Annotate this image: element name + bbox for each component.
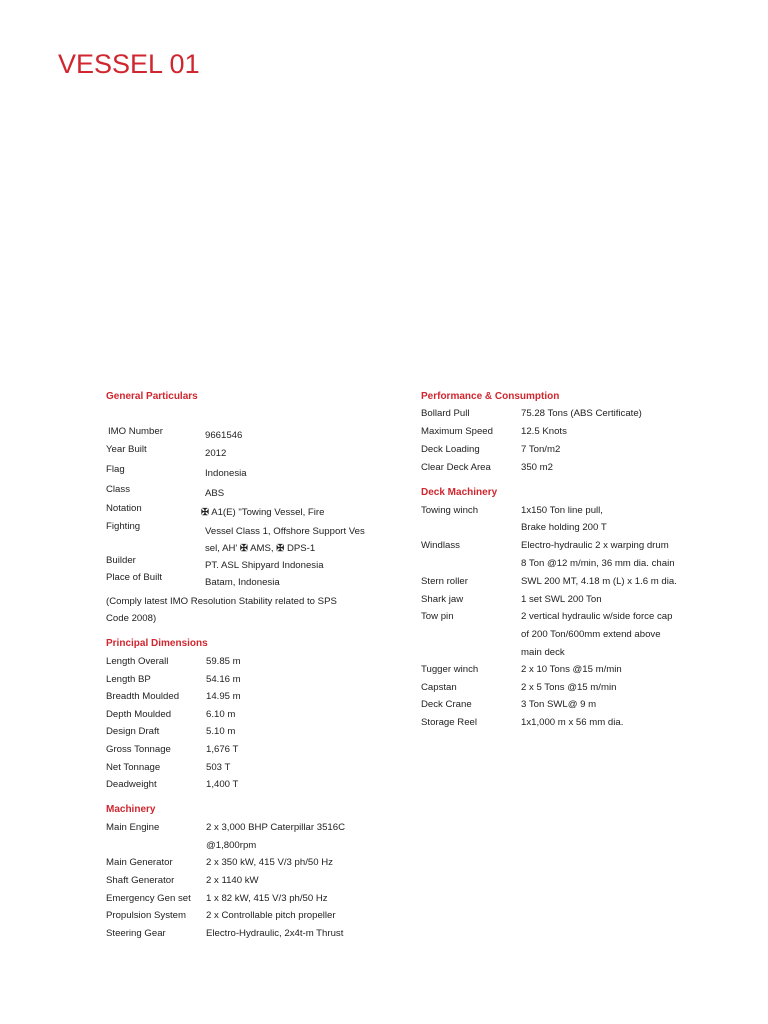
deck-crane-label: Deck Crane (421, 699, 472, 710)
imo-value: 9661546 (205, 430, 243, 441)
capstan-value: 2 x 5 Tons @15 m/min (521, 682, 617, 693)
propulsion-system-label: Propulsion System (106, 910, 186, 921)
comply-note-line1: (Comply latest IMO Resolution Stability related to SPS (106, 596, 337, 607)
notation-text: A1(E) "Towing Vessel, Fire (211, 507, 325, 518)
place-of-built-label: Place of Built (106, 572, 162, 583)
class-label: Class (106, 484, 130, 495)
machinery-heading: Machinery (106, 804, 156, 815)
maximum-speed-label: Maximum Speed (421, 426, 493, 437)
main-engine-value-continued: @1,800rpm (206, 840, 257, 851)
stern-roller-label: Stern roller (421, 576, 468, 587)
builder-value: PT. ASL Shipyard Indonesia (205, 560, 324, 571)
main-generator-label: Main Generator (106, 857, 173, 868)
class-value: ABS (205, 488, 225, 499)
principal-dimensions-heading: Principal Dimensions (106, 638, 208, 649)
tugger-winch-label: Tugger winch (421, 664, 479, 675)
cross-icon: ✠ (276, 543, 285, 554)
tow-pin-value-continued: of 200 Ton/600mm extend above (521, 629, 661, 640)
stern-roller-value: SWL 200 MT, 4.18 m (L) x 1.6 m dia. (521, 576, 677, 587)
maximum-speed-value: 12.5 Knots (521, 426, 567, 437)
year-built-label: Year Built (106, 444, 147, 455)
length-overall-label: Length Overall (106, 656, 169, 667)
windlass-value-continued: 8 Ton @12 m/min, 36 mm dia. chain (521, 558, 675, 569)
notation-continued-text: sel, AH' (205, 543, 238, 554)
flag-label: Flag (106, 464, 125, 475)
propulsion-system-value: 2 x Controllable pitch propeller (206, 910, 336, 921)
towing-winch-value: 1x150 Ton line pull, (521, 505, 603, 516)
fighting-label: Fighting (106, 521, 141, 532)
tow-pin-label: Tow pin (421, 611, 454, 622)
storage-reel-label: Storage Reel (421, 717, 477, 728)
deck-loading-value: 7 Ton/m2 (521, 444, 561, 455)
windlass-value: Electro-hydraulic 2 x warping drum (521, 540, 669, 551)
flag-value: Indonesia (205, 468, 247, 479)
place-of-built-value: Batam, Indonesia (205, 577, 280, 588)
steering-gear-value: Electro-Hydraulic, 2x4t-m Thrust (206, 928, 344, 939)
year-built-value: 2012 (205, 448, 227, 459)
tugger-winch-value: 2 x 10 Tons @15 m/min (521, 664, 622, 675)
towing-winch-label: Towing winch (421, 505, 479, 516)
shark-jaw-value: 1 set SWL 200 Ton (521, 594, 602, 605)
main-generator-value: 2 x 350 kW, 415 V/3 ph/50 Hz (206, 857, 333, 868)
length-bp-label: Length BP (106, 674, 151, 685)
design-draft-value: 5.10 m (206, 726, 236, 737)
cross-icon: ✠ (201, 507, 210, 518)
tow-pin-value-continued-2: main deck (521, 647, 565, 658)
length-bp-value: 54.16 m (206, 674, 241, 685)
net-tonnage-label: Net Tonnage (106, 762, 161, 773)
breadth-moulded-label: Breadth Moulded (106, 691, 180, 702)
cross-icon: ✠ (239, 543, 248, 554)
notation-continued (205, 543, 315, 554)
storage-reel-value: 1x1,000 m x 56 mm dia. (521, 717, 624, 728)
depth-moulded-label: Depth Moulded (106, 709, 172, 720)
towing-winch-value-continued: Brake holding 200 T (521, 522, 607, 533)
notation-label: Notation (106, 503, 142, 514)
steering-gear-label: Steering Gear (106, 928, 166, 939)
deck-crane-value: 3 Ton SWL@ 9 m (521, 699, 597, 710)
gross-tonnage-value: 1,676 T (206, 744, 239, 755)
deck-machinery-heading: Deck Machinery (421, 487, 498, 498)
windlass-label: Windlass (421, 540, 460, 551)
emergency-genset-label: Emergency Gen set (106, 893, 191, 904)
comply-note-line2: Code 2008) (106, 613, 157, 624)
breadth-moulded-value: 14.95 m (206, 691, 241, 702)
shaft-generator-value: 2 x 1140 kW (206, 875, 259, 886)
main-engine-label: Main Engine (106, 822, 160, 833)
bollard-pull-label: Bollard Pull (421, 408, 470, 419)
shark-jaw-label: Shark jaw (421, 594, 464, 605)
main-engine-value: 2 x 3,000 BHP Caterpillar 3516C (206, 822, 346, 833)
page-title: VESSEL 01 (58, 49, 200, 79)
clear-deck-area-label: Clear Deck Area (421, 462, 491, 473)
tow-pin-value: 2 vertical hydraulic w/side force cap (521, 611, 673, 622)
emergency-genset-value: 1 x 82 kW, 415 V/3 ph/50 Hz (206, 893, 328, 904)
gross-tonnage-label: Gross Tonnage (106, 744, 171, 755)
imo-label: IMO Number (108, 426, 163, 437)
deadweight-label: Deadweight (106, 779, 157, 790)
capstan-label: Capstan (421, 682, 457, 693)
bollard-pull-value: 75.28 Tons (ABS Certificate) (521, 408, 642, 419)
ams-text: AMS, (250, 543, 274, 554)
net-tonnage-value: 503 T (206, 762, 231, 773)
length-overall-value: 59.85 m (206, 656, 241, 667)
dps-text: DPS-1 (286, 543, 316, 554)
general-particulars-heading: General Particulars (106, 391, 198, 402)
performance-heading: Performance & Consumption (421, 391, 560, 402)
deck-loading-label: Deck Loading (421, 444, 480, 455)
design-draft-label: Design Draft (106, 726, 160, 737)
clear-deck-area-value: 350 m2 (521, 462, 553, 473)
fighting-value: Vessel Class 1, Offshore Support Ves (205, 526, 365, 537)
notation-value (201, 507, 324, 518)
shaft-generator-label: Shaft Generator (106, 875, 175, 886)
builder-label: Builder (106, 555, 136, 566)
deadweight-value: 1,400 T (206, 779, 239, 790)
depth-moulded-value: 6.10 m (206, 709, 236, 720)
